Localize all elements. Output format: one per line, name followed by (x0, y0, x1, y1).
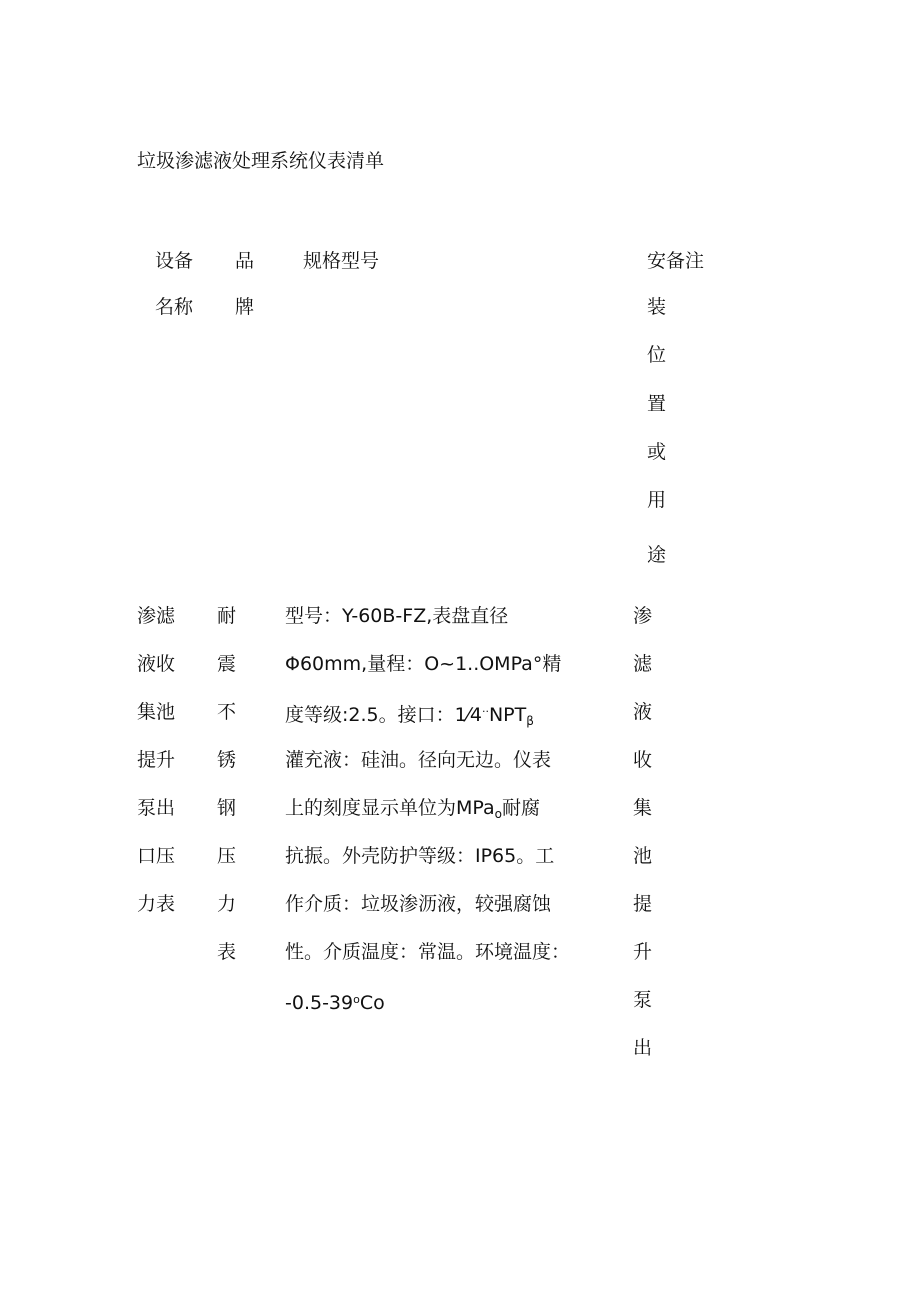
header-install-location-char: 位 (647, 344, 667, 366)
row-brand-char: 钢 (217, 797, 237, 819)
spec-line-4: 灌充液：硅油。径向无边。仪表 (285, 749, 552, 771)
header-install-location-char: 或 (647, 441, 667, 463)
row-install-location-char: 收 (633, 749, 653, 771)
row-install-location-char: 升 (633, 941, 653, 963)
row-install-location-char: 滤 (633, 653, 653, 675)
row-brand-char: 压 (217, 845, 237, 867)
row-device-name-line: 提升 (137, 749, 176, 771)
spec-line-6: 抗振。外壳防护等级：IP65。工 (285, 845, 555, 867)
header-brand-line-2: 牌 (235, 296, 255, 318)
spec-line-9-end: Co (359, 992, 385, 1014)
row-device-name-line: 液收 (137, 653, 176, 675)
spec-line-7: 作介质：垃圾渗沥液，较强腐蚀 (285, 893, 552, 915)
row-brand-char: 耐 (217, 605, 237, 627)
spec-line-2: Φ60mm,量程：O~1..OMPa°精 (285, 653, 562, 675)
spec-line-9-superscript: o (353, 993, 360, 1006)
row-device-name-line: 渗滤 (137, 605, 176, 627)
spec-line-1: 型号：Y-60B-FZ,表盘直径 (285, 605, 509, 627)
row-device-name-line: 力表 (137, 893, 176, 915)
spec-line-3-subscript: β (526, 714, 534, 728)
header-install-location-char: 途 (647, 544, 667, 566)
row-device-name-line: 口压 (137, 845, 176, 867)
spec-line-5-text: 上的刻度显示单位为MPa (285, 797, 495, 819)
spec-line-9 (285, 987, 385, 1016)
row-device-name-line: 集池 (137, 701, 176, 723)
header-install-location-line-1: 安备注 (647, 250, 705, 272)
spec-line-3 (285, 699, 534, 734)
spec-line-3-text: 度等级:2.5。接口：1⁄4 (285, 704, 482, 726)
header-brand-line-1: 品 (235, 250, 255, 272)
header-install-location-char: 用 (647, 489, 667, 511)
spec-line-5-end: 耐腐 (502, 797, 541, 819)
header-spec: 规格型号 (303, 250, 380, 272)
header-install-location-char: 置 (647, 393, 667, 415)
row-install-location-char: 出 (633, 1037, 653, 1059)
spec-line-3-mark: ·· (481, 705, 489, 718)
header-device-name-line-1: 设备 (155, 250, 194, 272)
row-brand-char: 不 (217, 701, 237, 723)
spec-line-5 (285, 795, 540, 827)
row-brand-char: 力 (217, 893, 237, 915)
spec-line-5-subscript: o (494, 807, 502, 821)
spec-line-3-end: NPT (488, 704, 527, 726)
row-install-location-char: 液 (633, 701, 653, 723)
row-device-name-line: 泵出 (137, 797, 176, 819)
spec-line-9-text: -0.5-39 (285, 992, 354, 1014)
row-install-location-char: 池 (633, 845, 653, 867)
row-install-location-char: 提 (633, 893, 653, 915)
header-install-location-char: 装 (647, 296, 667, 318)
document-title: 垃圾渗滤液处理系统仪表清单 (137, 150, 385, 172)
row-brand-char: 震 (217, 653, 237, 675)
row-install-location-char: 集 (633, 797, 653, 819)
header-device-name-line-2: 名称 (155, 296, 194, 318)
row-install-location-char: 渗 (633, 605, 653, 627)
spec-line-8: 性。介质温度：常温。环境温度： (285, 941, 571, 963)
row-brand-char: 表 (217, 941, 237, 963)
row-install-location-char: 泵 (633, 989, 653, 1011)
row-brand-char: 锈 (217, 749, 237, 771)
